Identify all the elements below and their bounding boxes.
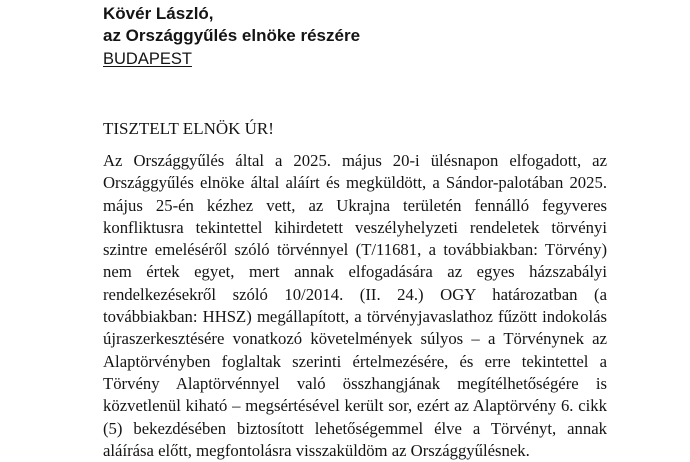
body-line: Alaptörvényben foglaltak szerinti értelmezésére, és erre tekintettel a bbox=[103, 351, 607, 371]
recipient-name: Kövér László, bbox=[103, 4, 214, 23]
body-line: (5) bekezdésében biztosított lehetőségemmel élve a Törvényt, annak bbox=[103, 418, 607, 438]
salutation: TISZTELT ELNÖK ÚR! bbox=[103, 119, 274, 138]
body-line: május 25-én kézhez vett, az Ukrajna területén fennálló fegyveres bbox=[103, 195, 607, 215]
recipient-city: BUDAPEST bbox=[103, 50, 192, 68]
body-line: Országgyűlés elnöke által aláírt és megküldött, a Sándor-palotában 2025. bbox=[103, 173, 607, 193]
recipient-title: az Országgyűlés elnöke részére bbox=[103, 26, 361, 45]
body-line: rendelkezésekről szóló 10/2014. (II. 24.) OGY határozatban (a bbox=[103, 284, 607, 304]
body-line: szintre emeléséről szóló törvénnyel (T/11681, a továbbiakban: Törvény) bbox=[103, 240, 607, 260]
body-line: újraszerkesztésére vonatkozó követelmények súlyos – a Törvénynek az bbox=[103, 329, 607, 349]
body-line: nem értek egyet, mert annak elfogadására az egyes házszabályi bbox=[103, 262, 607, 282]
letter-body bbox=[103, 150, 607, 462]
recipient-address bbox=[103, 3, 360, 47]
body-line: Törvény Alaptörvénnyel való összhangjának megítélhetőségére is bbox=[103, 373, 607, 393]
body-line: konfliktusra tekintettel kihirdetett veszélyhelyzeti rendeletek törvényi bbox=[103, 217, 607, 237]
body-line: közvetlenül kiható – megsértésével került sor, ezért az Alaptörvény 6. cikk bbox=[103, 396, 607, 416]
body-line: Az Országgyűlés által a 2025. május 20-i ülésnapon elfogadott, az bbox=[103, 151, 607, 170]
body-line: továbbiakban: HHSZ) megállapított, a törvényjavaslathoz fűzött indokolás bbox=[103, 307, 607, 327]
body-line: aláírása előtt, megfontolásra visszaküldöm az Országgyűlésnek. bbox=[103, 440, 530, 460]
